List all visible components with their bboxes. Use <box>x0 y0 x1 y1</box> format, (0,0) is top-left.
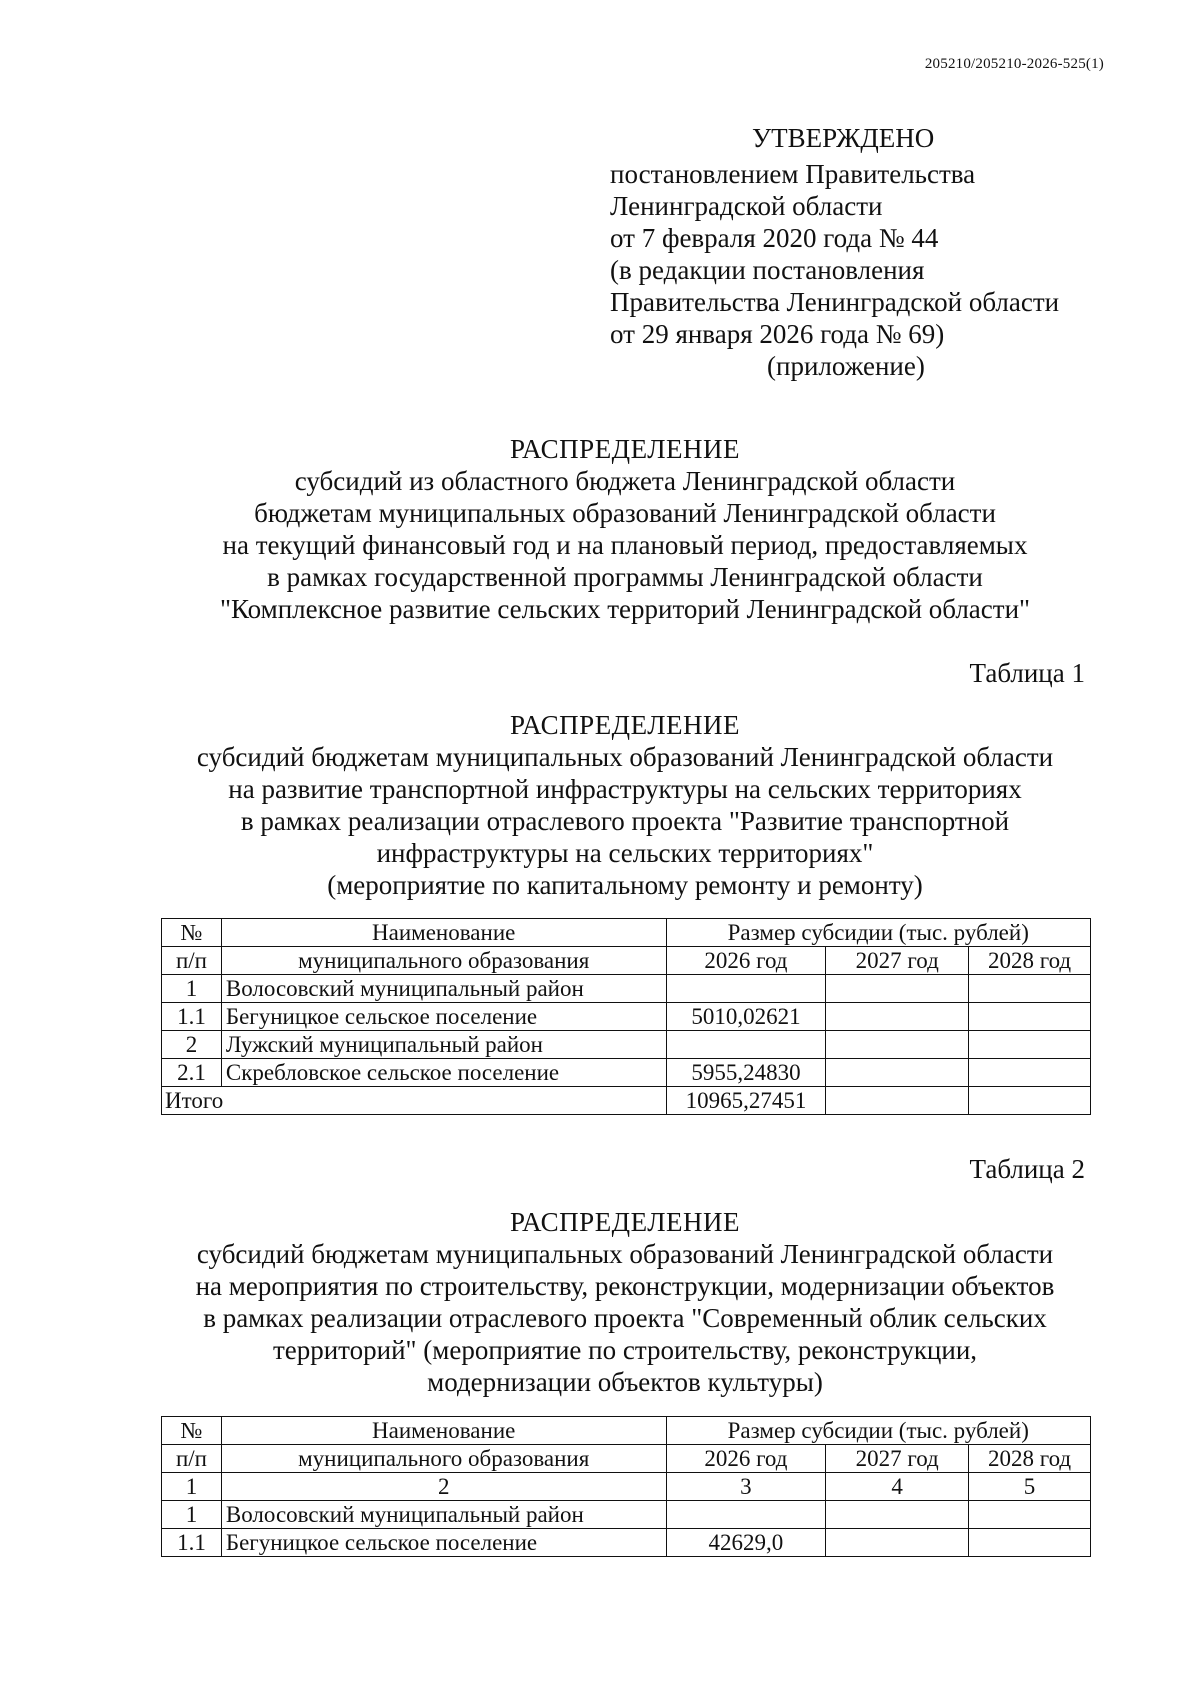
header-year-2028: 2028 год <box>969 1445 1091 1473</box>
table1 <box>161 918 1091 1115</box>
table-header-row <box>162 947 1091 975</box>
total-2028 <box>969 1087 1091 1115</box>
row-2027 <box>826 1529 969 1557</box>
header-name: Наименование <box>221 1417 666 1445</box>
header-name: муниципального образования <box>221 1445 666 1473</box>
row-2028 <box>969 975 1091 1003</box>
row-2028 <box>969 1003 1091 1031</box>
table1-label: Таблица 1 <box>969 658 1085 688</box>
row-2028 <box>969 1501 1091 1529</box>
table1-heading-line: инфраструктуры на сельских территориях" <box>376 838 874 868</box>
header-name: Наименование <box>221 919 666 947</box>
row-num: 1 <box>162 1501 222 1529</box>
table-row <box>162 1059 1091 1087</box>
column-number: 4 <box>826 1473 969 1501</box>
header-subsidy-size: Размер субсидии (тыс. рублей) <box>666 1417 1090 1445</box>
main-heading-line: субсидий из областного бюджета Ленинградской области <box>294 466 956 496</box>
table1-heading-line: на развитие транспортной инфраструктуры на сельских территориях <box>228 774 1022 804</box>
main-heading-line: "Комплексное развитие сельских территорий Ленинградской области" <box>219 594 1031 624</box>
header-year-2026: 2026 год <box>666 1445 826 1473</box>
approval-title: УТВЕРЖДЕНО <box>752 123 935 153</box>
table-row <box>162 1003 1091 1031</box>
row-2028 <box>969 1031 1091 1059</box>
header-subsidy-size: Размер субсидии (тыс. рублей) <box>666 919 1090 947</box>
row-2026: 5010,02621 <box>666 1003 826 1031</box>
total-2026: 10965,27451 <box>666 1087 826 1115</box>
main-heading <box>0 433 1200 625</box>
header-num: п/п <box>162 1445 222 1473</box>
row-2026 <box>666 975 826 1003</box>
approval-line: (в редакции постановления <box>610 255 925 285</box>
header-num: п/п <box>162 947 222 975</box>
approval-line: от 7 февраля 2020 года № 44 <box>610 223 939 253</box>
row-2027 <box>826 1031 969 1059</box>
column-number: 5 <box>969 1473 1091 1501</box>
table-header-row <box>162 919 1091 947</box>
row-2028 <box>969 1059 1091 1087</box>
row-num: 1 <box>162 975 222 1003</box>
row-num: 1.1 <box>162 1003 222 1031</box>
approval-annex: (приложение) <box>767 351 925 381</box>
column-number-row <box>162 1473 1091 1501</box>
header-year-2028: 2028 год <box>969 947 1091 975</box>
table-row <box>162 1501 1091 1529</box>
table-header-row <box>162 1445 1091 1473</box>
table2-heading-line: субсидий бюджетам муниципальных образований Ленинградской области <box>196 1239 1054 1269</box>
row-name: Волосовский муниципальный район <box>221 1501 666 1529</box>
total-label: Итого <box>162 1087 667 1115</box>
row-name: Бегуницкое сельское поселение <box>221 1003 666 1031</box>
approval-line: Правительства Ленинградской области <box>610 287 1060 317</box>
table1-heading-line: (мероприятие по капитальному ремонту и ремонту) <box>327 870 923 900</box>
approval-line: Ленинградской области <box>610 191 883 221</box>
row-2027 <box>826 1059 969 1087</box>
table-row <box>162 975 1091 1003</box>
main-heading-line: в рамках государственной программы Ленинградской области <box>267 562 983 592</box>
table-total-row <box>162 1087 1091 1115</box>
header-name: муниципального образования <box>221 947 666 975</box>
table2-heading-line: на мероприятия по строительству, реконструкции, модернизации объектов <box>195 1271 1055 1301</box>
row-2028 <box>969 1529 1091 1557</box>
row-2026 <box>666 1031 826 1059</box>
header-num: № <box>162 919 222 947</box>
approval-stamp <box>610 122 1130 382</box>
main-heading-line: бюджетам муниципальных образований Ленинградской области <box>254 498 996 528</box>
row-name: Волосовский муниципальный район <box>221 975 666 1003</box>
row-2027 <box>826 975 969 1003</box>
table1-heading-line: в рамках реализации отраслевого проекта "Развитие транспортной <box>240 806 1010 836</box>
header-num: № <box>162 1417 222 1445</box>
table1-heading <box>0 709 1200 901</box>
document-number: 205210/205210-2026-525(1) <box>924 56 1104 72</box>
table-header-row <box>162 1417 1091 1445</box>
table2-heading-title: РАСПРЕДЕЛЕНИЕ <box>509 1207 741 1237</box>
row-name: Бегуницкое сельское поселение <box>221 1529 666 1557</box>
row-num: 2.1 <box>162 1059 222 1087</box>
approval-line: постановлением Правительства <box>610 159 976 189</box>
row-name: Скребловское сельское поселение <box>221 1059 666 1087</box>
table2-heading-line: в рамках реализации отраслевого проекта "Современный облик сельских <box>203 1303 1047 1333</box>
row-2027 <box>826 1501 969 1529</box>
table1-heading-title: РАСПРЕДЕЛЕНИЕ <box>509 710 741 740</box>
table-row <box>162 1031 1091 1059</box>
table2-label: Таблица 2 <box>969 1154 1085 1184</box>
row-2026: 42629,0 <box>666 1529 826 1557</box>
total-2027 <box>826 1087 969 1115</box>
table2-heading-line: территорий" (мероприятие по строительству, реконструкции, <box>272 1335 978 1365</box>
row-name: Лужский муниципальный район <box>221 1031 666 1059</box>
table-row <box>162 1529 1091 1557</box>
column-number: 2 <box>221 1473 666 1501</box>
row-num: 2 <box>162 1031 222 1059</box>
column-number: 1 <box>162 1473 222 1501</box>
header-year-2026: 2026 год <box>666 947 826 975</box>
table2-heading-line: модернизации объектов культуры) <box>427 1367 823 1397</box>
column-number: 3 <box>666 1473 826 1501</box>
approval-line: от 29 января 2026 года № 69) <box>610 319 945 349</box>
row-2027 <box>826 1003 969 1031</box>
header-year-2027: 2027 год <box>826 947 969 975</box>
main-heading-line: на текущий финансовый год и на плановый период, предоставляемых <box>222 530 1028 560</box>
table2 <box>161 1416 1091 1557</box>
row-2026 <box>666 1501 826 1529</box>
row-2026: 5955,24830 <box>666 1059 826 1087</box>
main-heading-title: РАСПРЕДЕЛЕНИЕ <box>509 434 741 464</box>
header-year-2027: 2027 год <box>826 1445 969 1473</box>
row-num: 1.1 <box>162 1529 222 1557</box>
table2-heading <box>0 1206 1200 1398</box>
table1-heading-line: субсидий бюджетам муниципальных образований Ленинградской области <box>196 742 1054 772</box>
